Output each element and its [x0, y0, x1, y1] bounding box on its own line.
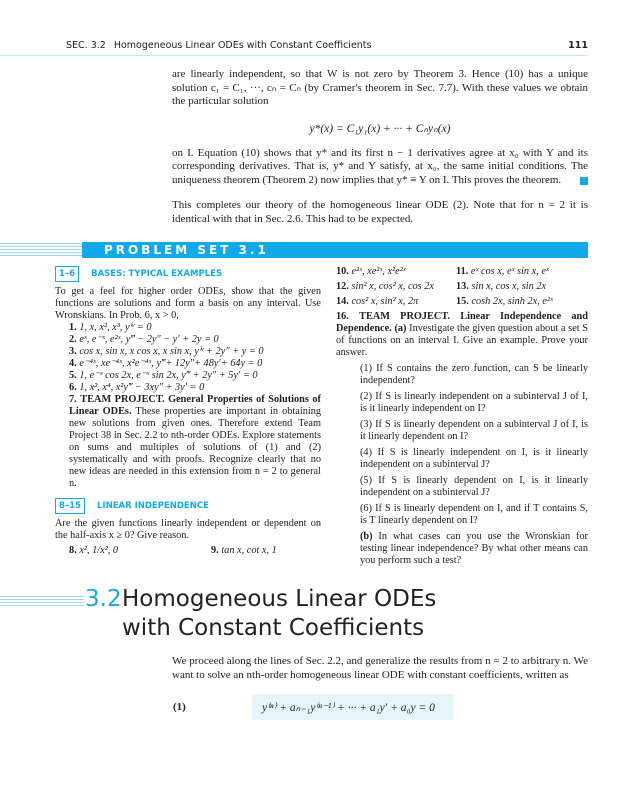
section-number: 3.2 [85, 586, 122, 612]
paragraph-1: are linearly independent, so that W is not zero by Theorem 3. Hence (10) has a unique solution c₁ = C₁, ···, cₙ = Cₙ (by Cramer's theorem in Sec. 7.7). With these values we obtain the particular solution [172, 68, 588, 107]
problem-16-question: (2) If S is linearly independent on a subinterval J of I, is it linearly independent on I? [360, 391, 588, 414]
problem-item: 12. sin² x, cos² x, cos 2x [336, 281, 434, 292]
problem-item: 10. e²ˣ, xe²ˣ, x²e²ˣ [336, 266, 406, 277]
right-column [336, 266, 588, 567]
problem-item: 6. 1, x², x⁴, x²y‴ − 3xy″ + 3y′ = 0 [69, 382, 205, 393]
problem-16-question: (6) If S is linearly dependent on I, and if T contains S, is T linearly dependent on I? [360, 503, 588, 526]
section-stripes [0, 596, 84, 608]
problem-item: 14. cos² x, sin² x, 2π [336, 296, 419, 307]
problem-set-banner [82, 242, 588, 258]
problem-item: 4. e⁻⁴ˣ, xe⁻⁴ˣ, x²e⁻⁴ˣ, y‴+ 12y″+ 48y′+ 64y = 0 [69, 358, 263, 369]
header-section: SEC. 3.2 [66, 40, 106, 51]
problem-item: 9. tan x, cot x, 1 [211, 545, 277, 556]
problem-item: 2. eˣ, e⁻ˣ, e²ˣ, y‴ − 2y″ − y′ + 2y = 0 [69, 334, 219, 345]
problem-item-16: 16. TEAM PROJECT. Linear Independence and Dependence. (a) Investigate the given question about a set S of functions on an interval I. Give an example. Prove your answer. [336, 311, 589, 358]
equation-label: (1) [173, 701, 186, 713]
problem-item: 8. x², 1/x², 0 [69, 545, 119, 556]
paragraph-2: on I. Equation (10) shows that y* and its first n − 1 derivatives agree at x₀ with Y and its corresponding derivatives. That is, y* and Y satisfy, at x₀, the same initial conditions. The uniqueness theorem (Theorem 2) now implies that y* ≡ Y on I. This proves the theorem. [172, 146, 588, 186]
header-title: Homogeneous Linear ODEs with Constant Coefficients [113, 40, 372, 51]
equation-particular-solution: y*(x) = C₁y₁(x) + ··· + Cₙyₙ(x) [309, 122, 451, 135]
group-title: LINEAR INDEPENDENCE [97, 501, 209, 511]
range-tag: 8–15 [55, 498, 85, 514]
problem-16-b: (b) In what cases can you use the Wronskian for testing linear independence? By what other means can you perform such a test? [360, 531, 588, 566]
problem-set-title: PROBLEM SET 3.1 [104, 243, 269, 257]
range-tag: 1–6 [55, 266, 79, 282]
paragraph-3: This completes our theory of the homogeneous linear ODE (2). Note that for n = 2 it is identical with that in Sec. 2.6. This had to be expected. [172, 199, 588, 225]
problem-item: 13. sin x, cos x, sin 2x [456, 281, 547, 292]
running-header [66, 40, 588, 55]
section-paragraph: We proceed along the lines of Sec. 2.2, and generalize the results from n = 2 to arbitrary n. We want to solve an nth-order homogeneous linear ODE with constant coefficients, written as [172, 655, 588, 681]
group-intro: To get a feel for higher order ODEs, show that the given functions are solutions and form a basis on any interval. Use Wronskians. In Prob. 6, x > 0, [55, 286, 321, 321]
problem-item-7: 7. TEAM PROJECT. General Properties of Solutions of Linear ODEs. These properties are important in obtaining new solutions from given ones. Therefore extend Team Project 38 in Sec. 2.2 to nth-order ODEs. Explore statements on sums and multiples of solutions of (1) and (2) systematically and with proofs. Recognize clearly that no new ideas are needed in this extension from n = 2 to general n. [69, 394, 322, 489]
problem-item: 1. 1, x, x², x³, yⁱᵛ = 0 [69, 322, 152, 333]
group-title: BASES: TYPICAL EXAMPLES [91, 269, 223, 279]
problem-16-question: (3) If S is linearly dependent on a subinterval J of I, is it linearly dependent on I? [360, 419, 588, 442]
problem-item: 11. eˣ cos x, eˣ sin x, eˣ [456, 266, 549, 277]
problem-16-question: (5) If S is linearly dependent on I, is it linearly independent on a subinterval J? [360, 475, 588, 498]
equation-ode: y⁽ⁿ⁾ + aₙ₋₁y⁽ⁿ⁻¹⁾ + ··· + a₁y′ + a₀y = 0 [262, 702, 435, 714]
header-rule [0, 55, 588, 56]
section-title: Homogeneous Linear ODEs with Constant Coefficients [122, 586, 437, 641]
banner-stripes [0, 243, 82, 257]
problem-16-question: (4) If S is linearly independent on I, is it linearly independent on a subinterval J? [360, 447, 588, 470]
problem-item: 5. 1, e⁻ˣ cos 2x, e⁻ˣ sin 2x, y‴ + 2y″ + 5y′ = 0 [69, 370, 258, 381]
paragraph-2-block [172, 147, 588, 188]
problem-item: 3. cos x, sin x, x cos x, x sin x, yⁱᵛ + 2y″ + y = 0 [69, 346, 264, 357]
problem-16-question: (1) If S contains the zero function, can S be linearly independent? [360, 363, 588, 386]
left-column [55, 266, 321, 557]
group-intro: Are the given functions linearly independent or dependent on the half-axis x ≥ 0? Give reason. [55, 518, 321, 541]
end-of-proof-mark [580, 177, 588, 185]
problem-item: 15. cosh 2x, sinh 2x, e²ˣ [456, 296, 553, 307]
page-number: 111 [568, 40, 588, 51]
